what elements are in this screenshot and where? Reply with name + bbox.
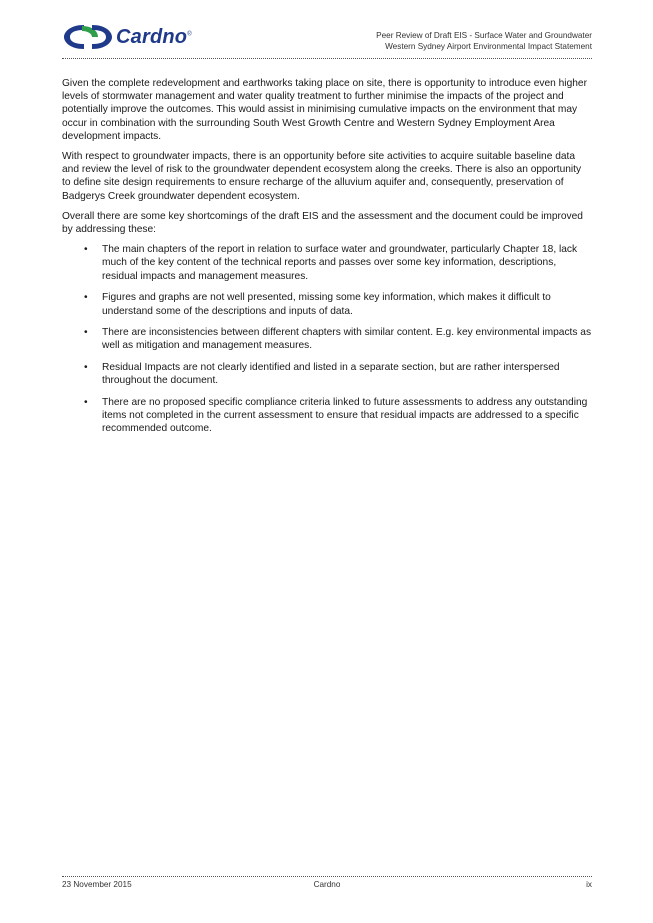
list-item	[62, 396, 592, 436]
header-divider	[62, 58, 592, 59]
list-item	[62, 361, 592, 387]
list-item	[62, 326, 592, 352]
document-title-line-1: Peer Review of Draft EIS - Surface Water and Groundwater	[376, 31, 592, 40]
list-item-text: There are no proposed specific compliance criteria linked to future assessments to address any outstanding items not completed in the current assessment to ensure that residual impacts are addressed to a specific recommended outcome.	[102, 397, 588, 435]
list-item-text: Figures and graphs are not well presented, missing some key information, which makes it difficult to understand some of the descriptions and inputs of data.	[102, 292, 551, 317]
bullet-icon: •	[84, 244, 88, 256]
list-item-text: There are inconsistencies between different chapters with similar content. E.g. key environmental impacts as well as mitigation and management measures.	[102, 327, 592, 352]
page-header	[62, 22, 592, 58]
document-title-line-2: Western Sydney Airport Environmental Impact Statement	[385, 42, 592, 51]
bullet-icon: •	[84, 292, 88, 304]
cardno-logo	[62, 22, 192, 52]
paragraph-shortcomings-intro: Overall there are some key shortcomings of the draft EIS and the assessment and the document could be improved by addressing these:	[62, 210, 583, 236]
bullet-icon: •	[84, 397, 88, 409]
footer-date: 23 November 2015	[62, 880, 132, 889]
bullet-icon: •	[84, 362, 88, 374]
list-item	[62, 291, 592, 317]
paragraph-stormwater: Given the complete redevelopment and earthworks taking place on site, there is opportunity to introduce even higher levels of stormwater management and water quality treatment to further minimise the impacts of the project and potentially improve the outcomes. This would assist in minimising cumulative impacts on the environment that may occur in combination with the surrounding South West Growth Centre and Western Sydney Employment Area development impacts.	[62, 78, 587, 142]
footer-company: Cardno	[313, 880, 341, 889]
page-body	[62, 77, 592, 444]
paragraph-groundwater: With respect to groundwater impacts, there is an opportunity before site activities to acquire suitable baseline data and review the level of risk to the groundwater dependent ecosystem along the creeks. There is also an opportunity to define site design requirements to ensure recharge of the alluvium aquifer and, consequently, preservation of Badgerys Creek groundwater dependent ecosystem.	[62, 151, 582, 202]
registered-mark: ®	[187, 30, 192, 37]
page-number: ix	[586, 880, 592, 889]
list-item	[62, 243, 592, 283]
cardno-logo-icon	[62, 22, 114, 52]
logo-wordmark: Cardno®	[116, 25, 192, 48]
list-item-text: Residual Impacts are not clearly identified and listed in a separate section, but are rather interspersed throughout the document.	[102, 362, 560, 387]
list-item-text: The main chapters of the report in relation to surface water and groundwater, particularly Chapter 18, lack much of the key content of the technical reports and passes over some key information, descriptions, residual impacts and management measures.	[102, 244, 578, 282]
document-title	[376, 30, 592, 52]
footer-divider	[62, 876, 592, 877]
shortcomings-list	[62, 243, 592, 435]
bullet-icon: •	[84, 327, 88, 339]
